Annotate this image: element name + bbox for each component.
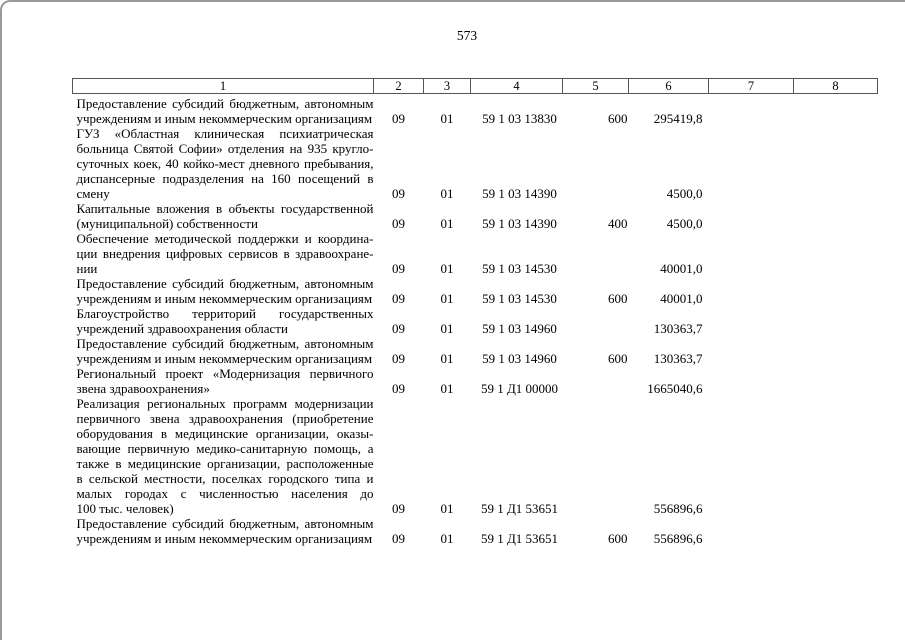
text-line: звена здравоохранения» (76, 381, 210, 396)
header-col-2: 2 (374, 79, 424, 94)
cell-empty (794, 201, 878, 231)
cell-amount: 40001,0 (660, 261, 703, 276)
header-col-7: 7 (709, 79, 794, 94)
cell-empty (794, 516, 878, 546)
cell-rz: 09 (392, 531, 405, 546)
cell-csr: 59 1 03 14390 (482, 216, 557, 231)
cell-expense-name (73, 336, 374, 366)
header-col-6: 6 (629, 79, 709, 94)
table-row (73, 231, 878, 276)
table-row (73, 126, 878, 201)
cell-expense-name (73, 276, 374, 306)
text-line: Предоставление субсидий бюджетным, автономным (76, 276, 374, 291)
header-col-1: 1 (73, 79, 374, 94)
text-line: вающие первичную медико-санитарную помощь, а (76, 441, 374, 456)
text-line: малых городах с численностью населения до (76, 486, 374, 501)
cell-empty (709, 276, 794, 306)
header-col-5: 5 (563, 79, 629, 94)
cell-rz: 09 (392, 186, 405, 201)
text-line: Реализация региональных программ модернизации (76, 396, 374, 411)
cell-pr: 01 (440, 351, 454, 366)
page-number: 573 (456, 28, 478, 43)
cell-rz: 09 (392, 111, 405, 126)
table-row (73, 366, 878, 396)
cell-empty (709, 306, 794, 336)
cell-pr: 01 (440, 501, 454, 516)
budget-table (72, 78, 878, 546)
cell-pr: 01 (440, 381, 454, 396)
cell-empty (794, 126, 878, 201)
text-line: диспансерные подразделения на 160 посещений в (76, 171, 374, 186)
cell-expense-name (73, 126, 374, 201)
cell-empty (794, 231, 878, 276)
table-header-row (73, 79, 878, 94)
cell-amount: 130363,7 (653, 351, 703, 366)
header-col-4: 4 (471, 79, 563, 94)
text-line: больница Святой Софии» отделения на 935 кругло- (76, 141, 374, 156)
cell-empty (709, 231, 794, 276)
cell-expense-name (73, 306, 374, 336)
text-line: Обеспечение методической поддержки и координа- (76, 231, 374, 246)
cell-csr: 59 1 Д1 53651 (480, 501, 559, 516)
cell-vr: 600 (608, 531, 628, 546)
text-line: учреждениям и иным некоммерческим организациям (76, 111, 373, 126)
cell-pr: 01 (440, 531, 454, 546)
cell-empty (709, 336, 794, 366)
cell-rz: 09 (392, 216, 405, 231)
cell-empty (794, 336, 878, 366)
table-body (73, 94, 878, 547)
table-row (73, 396, 878, 516)
table-row (73, 276, 878, 306)
cell-csr: 59 1 03 14960 (482, 321, 557, 336)
text-line: Капитальные вложения в объекты государственной (76, 201, 374, 216)
text-line: суточных коек, 40 койко-мест дневного пребывания, (76, 156, 374, 171)
cell-amount: 295419,8 (653, 111, 703, 126)
cell-expense-name (73, 231, 374, 276)
cell-vr (563, 396, 629, 516)
cell-pr: 01 (440, 216, 454, 231)
text-line: нии (76, 261, 98, 276)
cell-amount: 4500,0 (666, 216, 703, 231)
text-line: Предоставление субсидий бюджетным, автономным (76, 516, 374, 531)
text-line: смену (76, 186, 110, 201)
text-line: ции внедрения цифровых сервисов в здравоохране- (76, 246, 374, 261)
text-line: Благоустройство территорий государственных (76, 306, 374, 321)
text-line: учреждениям и иным некоммерческим организациям (76, 291, 373, 306)
cell-amount: 4500,0 (666, 186, 703, 201)
cell-pr: 01 (440, 291, 454, 306)
cell-empty (709, 366, 794, 396)
text-line: (муниципальной) собственности (76, 216, 258, 231)
text-line: ГУЗ «Областная клиническая психиатрическая (76, 126, 374, 141)
cell-pr: 01 (440, 186, 454, 201)
cell-csr: 59 1 03 14390 (482, 186, 557, 201)
cell-vr: 600 (608, 351, 628, 366)
cell-csr: 59 1 03 14530 (482, 261, 557, 276)
cell-csr: 59 1 03 14960 (482, 351, 557, 366)
cell-expense-name (73, 366, 374, 396)
cell-amount: 40001,0 (660, 291, 703, 306)
cell-vr: 600 (608, 111, 628, 126)
text-line: Предоставление субсидий бюджетным, автономным (76, 96, 374, 111)
table-row (73, 201, 878, 231)
text-line: первичного звена здравоохранения (приобретение (76, 411, 374, 426)
cell-rz: 09 (392, 351, 405, 366)
cell-pr: 01 (440, 111, 454, 126)
cell-vr (563, 126, 629, 201)
cell-csr: 59 1 03 13830 (482, 111, 557, 126)
cell-amount: 556896,6 (653, 501, 703, 516)
cell-csr: 59 1 Д1 53651 (480, 531, 559, 546)
cell-vr: 400 (608, 216, 628, 231)
cell-rz: 09 (392, 321, 405, 336)
header-col-8: 8 (794, 79, 878, 94)
cell-expense-name (73, 516, 374, 546)
table-header (73, 79, 878, 94)
cell-empty (709, 396, 794, 516)
cell-empty (794, 306, 878, 336)
table-row (73, 336, 878, 366)
cell-expense-name (73, 201, 374, 231)
text-line: оборудования в медицинские организации, оказы- (76, 426, 374, 441)
header-col-3: 3 (424, 79, 471, 94)
cell-amount: 1665040,6 (647, 381, 703, 396)
text-line: учреждениям и иным некоммерческим организациям (76, 351, 373, 366)
cell-empty (794, 276, 878, 306)
cell-amount: 130363,7 (653, 321, 703, 336)
table-row (73, 516, 878, 546)
cell-pr: 01 (440, 321, 454, 336)
cell-empty (709, 201, 794, 231)
cell-empty (709, 94, 794, 127)
text-line: Предоставление субсидий бюджетным, автономным (76, 336, 374, 351)
cell-empty (794, 94, 878, 127)
cell-csr: 59 1 03 14530 (482, 291, 557, 306)
cell-rz: 09 (392, 291, 405, 306)
text-line: в сельской местности, поселках городского типа и (76, 471, 374, 486)
cell-empty (794, 366, 878, 396)
cell-rz: 09 (392, 501, 405, 516)
cell-rz: 09 (392, 261, 405, 276)
cell-expense-name (73, 396, 374, 516)
cell-rz: 09 (392, 381, 405, 396)
cell-expense-name (73, 94, 374, 127)
cell-vr (563, 366, 629, 396)
cell-vr (563, 231, 629, 276)
text-line: учреждений здравоохранения области (76, 321, 288, 336)
text-line: учреждениям и иным некоммерческим организациям (76, 531, 373, 546)
text-line: Региональный проект «Модернизация первичного (76, 366, 374, 381)
cell-empty (709, 126, 794, 201)
cell-amount: 556896,6 (653, 531, 703, 546)
text-line: также в медицинские организации, расположенные (76, 456, 374, 471)
cell-pr: 01 (440, 261, 454, 276)
text-line: 100 тыс. человек) (76, 501, 174, 516)
cell-vr: 600 (608, 291, 628, 306)
table-row (73, 306, 878, 336)
table-row (73, 94, 878, 127)
cell-csr: 59 1 Д1 00000 (480, 381, 559, 396)
cell-vr (563, 306, 629, 336)
cell-empty (794, 396, 878, 516)
cell-empty (709, 516, 794, 546)
